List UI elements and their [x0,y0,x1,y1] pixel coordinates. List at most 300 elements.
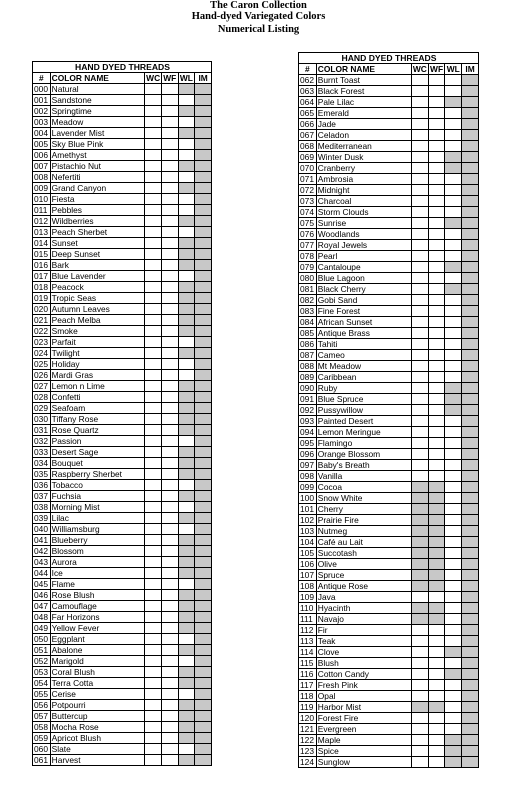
wl-cell [178,447,195,458]
table-row [299,438,479,449]
color-name: Pearl [316,251,411,262]
table-row [33,315,212,326]
table-row [33,645,212,656]
wf-cell [428,97,445,108]
wf-cell [161,205,178,216]
table-row [33,656,212,667]
color-name: Sunglow [316,757,411,768]
color-name: Royal Jewels [316,240,411,251]
wl-cell [178,711,195,722]
wf-cell [428,427,445,438]
wc-cell [411,581,428,592]
color-name: Midnight [316,185,411,196]
wc-cell [145,304,162,315]
wf-cell [428,108,445,119]
table-row [33,722,212,733]
im-cell [195,326,212,337]
color-name: Storm Clouds [316,207,411,218]
table-row [33,447,212,458]
wl-cell [445,372,462,383]
color-number: 050 [33,634,51,645]
color-name: Desert Sage [50,447,145,458]
im-cell [195,403,212,414]
im-cell [462,163,479,174]
wl-cell [445,614,462,625]
wf-cell [161,568,178,579]
wc-cell [145,656,162,667]
color-number: 089 [299,372,317,383]
table-row [33,579,212,590]
wc-cell [145,139,162,150]
wl-cell [445,625,462,636]
wc-cell [411,504,428,515]
table-row [299,460,479,471]
table-row [299,207,479,218]
wf-cell [428,119,445,130]
wf-cell [161,502,178,513]
color-name: Prairie Fire [316,515,411,526]
color-name: Pebbles [50,205,145,216]
wl-cell [445,680,462,691]
im-cell [462,702,479,713]
wl-cell [178,150,195,161]
color-name: Sky Blue Pink [50,139,145,150]
wc-cell [145,502,162,513]
table-row [299,196,479,207]
im-cell [462,537,479,548]
im-cell [462,438,479,449]
color-name: Cotton Candy [316,669,411,680]
column-header-color-name: COLOR NAME [50,73,145,84]
wf-cell [428,515,445,526]
table-row [299,746,479,757]
wc-cell [411,185,428,196]
color-number: 035 [33,469,51,480]
wf-cell [161,95,178,106]
wl-cell [445,130,462,141]
column-header-row [33,73,212,84]
color-name: Sandstone [50,95,145,106]
color-name: Blue Lavender [50,271,145,282]
table-row [299,427,479,438]
wl-cell [178,535,195,546]
color-name: Bark [50,260,145,271]
wc-cell [411,614,428,625]
im-cell [462,603,479,614]
color-number: 033 [33,447,51,458]
color-number: 028 [33,392,51,403]
color-name: Lemon n Lime [50,381,145,392]
table-row [33,139,212,150]
wl-cell [445,361,462,372]
color-number: 102 [299,515,317,526]
table-row [299,295,479,306]
wl-cell [178,755,195,766]
color-name: Celadon [316,130,411,141]
color-number: 001 [33,95,51,106]
column-header-im: IM [195,73,212,84]
color-name: Fine Forest [316,306,411,317]
wl-cell [178,667,195,678]
color-name: Fresh Pink [316,680,411,691]
color-name: Apricot Blush [50,733,145,744]
wl-cell [445,196,462,207]
color-number: 016 [33,260,51,271]
im-cell [462,735,479,746]
im-cell [462,152,479,163]
im-cell [462,581,479,592]
wc-cell [145,161,162,172]
color-name: Lemon Meringue [316,427,411,438]
wc-cell [411,548,428,559]
wc-cell [145,106,162,117]
wf-cell [161,106,178,117]
wf-cell [428,339,445,350]
wl-cell [445,471,462,482]
wc-cell [145,623,162,634]
wc-cell [411,449,428,460]
color-name: Morning Mist [50,502,145,513]
im-cell [195,315,212,326]
table-row [33,502,212,513]
im-cell [462,229,479,240]
im-cell [462,262,479,273]
wc-cell [411,339,428,350]
color-number: 058 [33,722,51,733]
wf-cell [428,86,445,97]
color-name: Grand Canyon [50,183,145,194]
table-row [33,282,212,293]
wf-cell [161,557,178,568]
wl-cell [178,392,195,403]
color-number: 061 [33,755,51,766]
wl-cell [178,216,195,227]
im-cell [195,436,212,447]
color-number: 096 [299,449,317,460]
wc-cell [145,194,162,205]
table-row [299,251,479,262]
im-cell [195,480,212,491]
im-cell [195,260,212,271]
color-name: Cherry [316,504,411,515]
color-number: 091 [299,394,317,405]
wc-cell [145,117,162,128]
color-name: Black Forest [316,86,411,97]
color-name: Blue Lagoon [316,273,411,284]
table-row [299,163,479,174]
table-row [299,636,479,647]
im-cell [462,680,479,691]
table-row [299,504,479,515]
wf-cell [428,592,445,603]
im-cell [195,590,212,601]
table-row [33,557,212,568]
wf-cell [161,667,178,678]
wc-cell [411,229,428,240]
color-name: Hyacinth [316,603,411,614]
wl-cell [178,513,195,524]
wl-cell [445,405,462,416]
color-name: Abalone [50,645,145,656]
im-cell [195,656,212,667]
color-name: Blue Spruce [316,394,411,405]
wc-cell [411,636,428,647]
wl-cell [178,425,195,436]
im-cell [195,700,212,711]
wl-cell [445,713,462,724]
wf-cell [428,262,445,273]
im-cell [462,746,479,757]
color-name: Marigold [50,656,145,667]
table-row [33,84,212,95]
color-name: Java [316,592,411,603]
color-name: Clove [316,647,411,658]
color-number: 115 [299,658,317,669]
im-cell [195,491,212,502]
wf-cell [428,273,445,284]
color-name: Tahiti [316,339,411,350]
wf-cell [428,449,445,460]
wl-cell [178,678,195,689]
wl-cell [178,733,195,744]
im-cell [195,95,212,106]
color-number: 045 [33,579,51,590]
table-row [33,480,212,491]
color-number: 007 [33,161,51,172]
wf-cell [161,84,178,95]
color-number: 047 [33,601,51,612]
wf-cell [428,581,445,592]
table-row [33,414,212,425]
color-number: 118 [299,691,317,702]
wc-cell [145,326,162,337]
wf-cell [161,117,178,128]
im-cell [195,524,212,535]
im-cell [462,460,479,471]
wc-cell [411,427,428,438]
table-row [299,372,479,383]
im-cell [462,614,479,625]
wc-cell [411,471,428,482]
wf-cell [161,612,178,623]
color-number: 032 [33,436,51,447]
wc-cell [145,348,162,359]
wc-cell [145,359,162,370]
wf-cell [428,328,445,339]
im-cell [462,669,479,680]
wc-cell [145,458,162,469]
color-number: 051 [33,645,51,656]
wc-cell [145,590,162,601]
wc-cell [411,713,428,724]
table-row [299,218,479,229]
wf-cell [161,601,178,612]
wc-cell [411,218,428,229]
wl-cell [445,174,462,185]
color-name: Blueberry [50,535,145,546]
wl-cell [178,359,195,370]
wc-cell [145,733,162,744]
table-row [33,469,212,480]
wf-cell [428,537,445,548]
wf-cell [161,227,178,238]
table-row [299,603,479,614]
color-name: Ruby [316,383,411,394]
wf-cell [428,130,445,141]
im-cell [195,469,212,480]
wc-cell [411,493,428,504]
color-number: 075 [299,218,317,229]
wl-cell [178,689,195,700]
im-cell [195,194,212,205]
table-title-row [299,53,479,64]
wf-cell [428,317,445,328]
color-number: 082 [299,295,317,306]
color-number: 025 [33,359,51,370]
table-row [299,471,479,482]
table-row [33,128,212,139]
color-number: 054 [33,678,51,689]
color-number: 079 [299,262,317,273]
color-name: Vanilla [316,471,411,482]
column-header-wl: WL [179,73,193,83]
wf-cell [161,579,178,590]
table-row [33,524,212,535]
wc-cell [411,691,428,702]
wl-cell [445,526,462,537]
wc-cell [411,295,428,306]
wc-cell [411,438,428,449]
wf-cell [161,293,178,304]
im-cell [195,392,212,403]
im-cell [195,337,212,348]
wl-cell [445,658,462,669]
wc-cell [145,315,162,326]
wc-cell [145,744,162,755]
table-row [299,328,479,339]
wc-cell [411,119,428,130]
wf-cell [428,724,445,735]
wl-cell [445,273,462,284]
wf-cell [428,284,445,295]
im-cell [462,75,479,86]
table-row [33,513,212,524]
color-number: 003 [33,117,51,128]
color-name: Fuchsia [50,491,145,502]
im-cell [462,86,479,97]
wc-cell [411,207,428,218]
table-row [33,150,212,161]
color-name: Fiesta [50,194,145,205]
color-number: 116 [299,669,317,680]
wc-cell [411,537,428,548]
wc-cell [145,568,162,579]
wl-cell [178,315,195,326]
color-name: Pussywillow [316,405,411,416]
color-number: 048 [33,612,51,623]
color-name: Parfait [50,337,145,348]
color-number: 052 [33,656,51,667]
table-row [299,383,479,394]
color-name: Antique Brass [316,328,411,339]
wl-cell [178,480,195,491]
color-number: 078 [299,251,317,262]
wc-cell [145,601,162,612]
wf-cell [161,744,178,755]
wc-cell [411,97,428,108]
wl-cell [445,592,462,603]
table-row [299,86,479,97]
wf-cell [428,207,445,218]
wl-cell [445,229,462,240]
table-row [33,711,212,722]
table-row [33,403,212,414]
column-header-wf: WF [430,64,444,74]
table-row [299,724,479,735]
color-number: 070 [299,163,317,174]
color-number: 059 [33,733,51,744]
wf-cell [428,548,445,559]
table-row [33,612,212,623]
table-row [33,359,212,370]
wl-cell [445,581,462,592]
table-row [299,240,479,251]
color-name: Cerise [50,689,145,700]
color-name: Ice [50,568,145,579]
color-name: Charcoal [316,196,411,207]
wc-cell [145,634,162,645]
color-number: 085 [299,328,317,339]
wf-cell [161,513,178,524]
wf-cell [428,482,445,493]
table-row [299,350,479,361]
wc-cell [145,381,162,392]
wl-cell [445,163,462,174]
color-number: 055 [33,689,51,700]
wf-cell [428,625,445,636]
color-number: 112 [299,625,317,636]
table-row [299,735,479,746]
color-number: 018 [33,282,51,293]
table-row [33,249,212,260]
wl-cell [178,183,195,194]
color-name: Lilac [50,513,145,524]
wl-cell [178,205,195,216]
color-number: 021 [33,315,51,326]
wl-cell [445,460,462,471]
wl-cell [178,491,195,502]
wl-cell [178,172,195,183]
wf-cell [161,150,178,161]
color-number: 114 [299,647,317,658]
wl-cell [445,306,462,317]
im-cell [195,557,212,568]
wf-cell [161,304,178,315]
wf-cell [161,172,178,183]
wc-cell [145,480,162,491]
im-cell [462,625,479,636]
color-name: Aurora [50,557,145,568]
wc-cell [145,546,162,557]
color-name: Sunset [50,238,145,249]
color-name: Pale Lilac [316,97,411,108]
color-number: 105 [299,548,317,559]
color-name: Mediterranean [316,141,411,152]
wf-cell [161,722,178,733]
wl-cell [178,403,195,414]
table-row [33,744,212,755]
color-number: 077 [299,240,317,251]
